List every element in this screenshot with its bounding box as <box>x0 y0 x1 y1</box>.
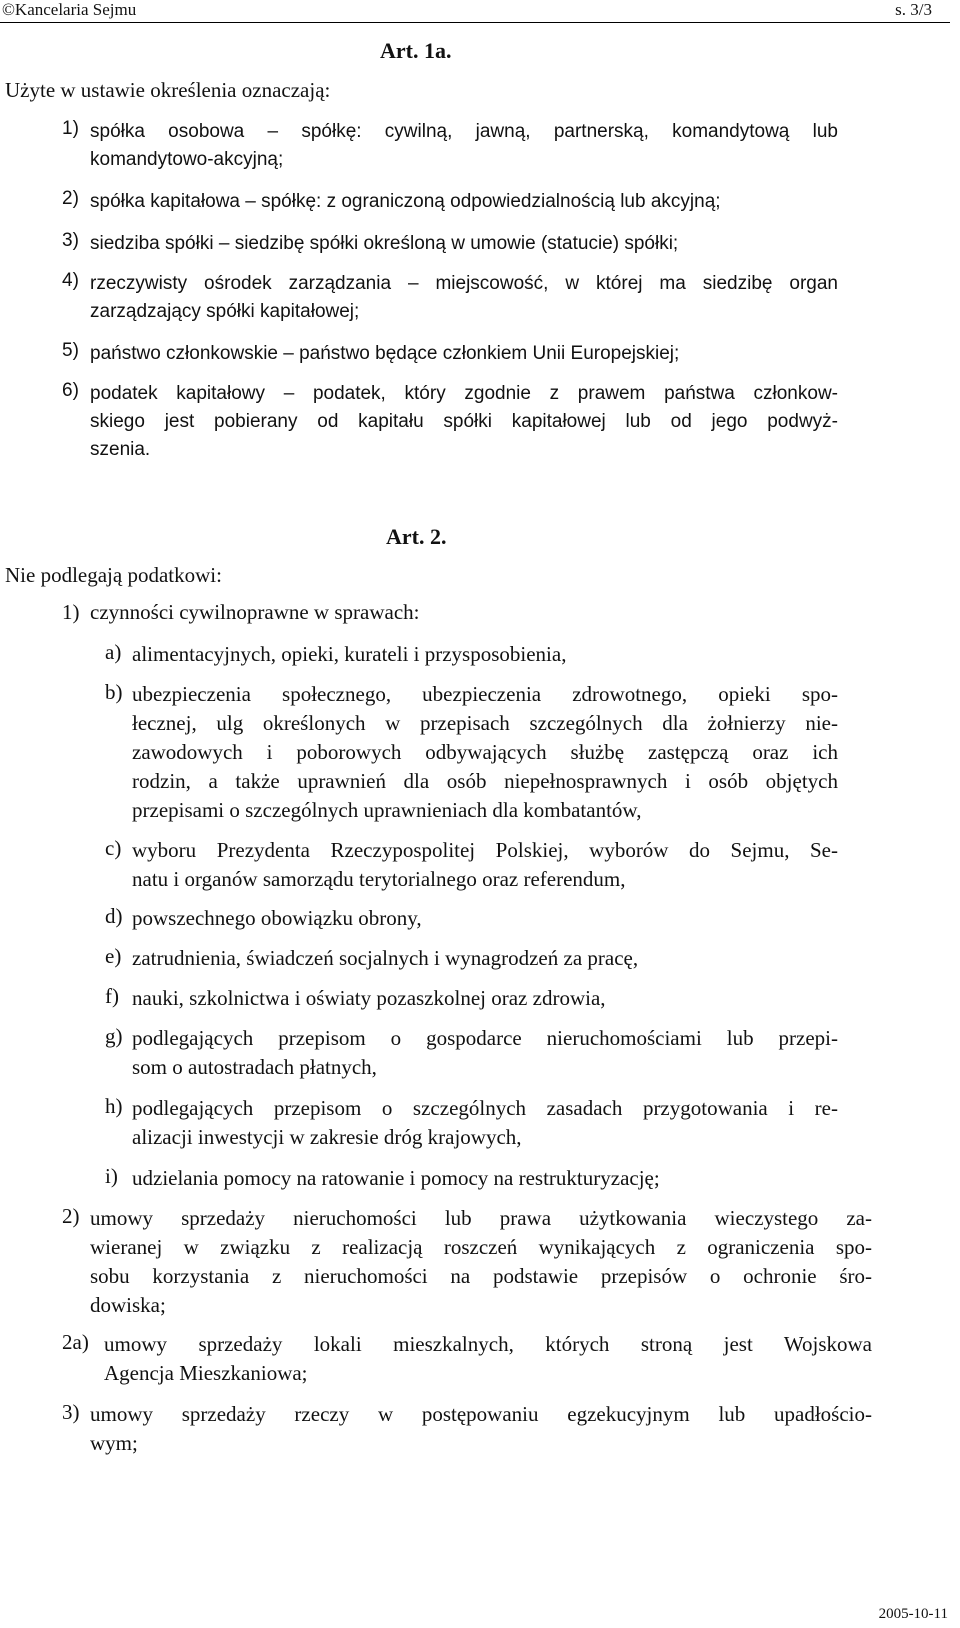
text-line: komandytowo-akcyjną; <box>90 149 284 170</box>
item-text <box>132 1024 838 1082</box>
article-2-intro: Nie podlegają podatkowi: <box>5 563 222 587</box>
item-text <box>90 1204 872 1320</box>
definition-item <box>62 188 838 216</box>
text-line: rodzin, a także uprawnień dla osób niepełnosprawnych i osób objętych <box>132 769 838 793</box>
text-line: wieranej w związku z realizacją roszczeń wynikających z ograniczenia spo- <box>90 1235 872 1259</box>
item-number: 5) <box>62 340 79 361</box>
text-line: umowy sprzedaży rzeczy w postępowaniu egzekucyjnym lub upadłościo- <box>90 1402 872 1426</box>
definition-item <box>62 380 838 464</box>
item-number: f) <box>105 984 119 1008</box>
text-line: zawodowych i poborowych odbywających służbę zastępczą oraz ich <box>132 740 838 764</box>
item-text <box>132 904 838 933</box>
subitem-a <box>105 640 838 669</box>
subitem-f <box>105 984 838 1013</box>
footer-date: 2005-10-11 <box>878 1606 948 1622</box>
definition-item <box>62 118 838 174</box>
item-number: 2) <box>62 188 79 209</box>
text-line: Agencja Mieszkaniowa; <box>104 1361 308 1385</box>
item-text <box>132 984 838 1013</box>
item-number: 2a) <box>62 1330 89 1354</box>
header-rule <box>0 22 950 23</box>
text-line: podlegających przepisom o gospodarce nieruchomościami lub przepi- <box>132 1026 838 1050</box>
text-line: umowy sprzedaży nieruchomości lub prawa użytkowania wieczystego za- <box>90 1206 872 1230</box>
article-2-item <box>62 1204 872 1320</box>
item-number: 1) <box>62 118 79 139</box>
article-2-item-1 <box>62 600 419 625</box>
definition-item <box>62 230 838 258</box>
item-text <box>132 1164 838 1193</box>
item-text: czynności cywilnoprawne w sprawach: <box>90 600 420 624</box>
text-line: udzielania pomocy na ratowanie i pomocy na restrukturyzację; <box>132 1166 660 1190</box>
item-number: e) <box>105 944 122 968</box>
item-text <box>132 1094 838 1152</box>
item-text <box>132 640 838 669</box>
item-number: 3) <box>62 230 79 251</box>
item-text <box>132 836 838 894</box>
text-line: ubezpieczenia społecznego, ubezpieczenia zdrowotnego, opieki spo- <box>132 682 838 706</box>
text-line: umowy sprzedaży lokali mieszkalnych, których stroną jest Wojskowa <box>104 1332 872 1356</box>
text-line: alimentacyjnych, opieki, kurateli i przysposobienia, <box>132 642 567 666</box>
item-number: 1) <box>62 600 80 624</box>
item-number: b) <box>105 680 123 704</box>
text-line: natu i organów samorządu terytorialnego oraz referendum, <box>132 867 626 891</box>
item-text <box>90 118 838 174</box>
item-number: 6) <box>62 380 79 401</box>
item-text <box>132 680 838 825</box>
item-number: h) <box>105 1094 123 1118</box>
text-line: spółka kapitałowa – spółkę: z ograniczoną odpowiedzialnością lub akcyjną; <box>90 191 721 212</box>
subitem-g <box>105 1024 838 1082</box>
definition-item <box>62 270 838 326</box>
article-2-title: Art. 2. <box>386 524 447 549</box>
text-line: siedziba spółki – siedzibę spółki określoną w umowie (statucie) spółki; <box>90 233 679 254</box>
item-number: g) <box>105 1024 123 1048</box>
text-line: wyboru Prezydenta Rzeczypospolitej Polskiej, wyborów do Sejmu, Se- <box>132 838 838 862</box>
item-text <box>90 380 838 464</box>
text-line: nauki, szkolnictwa i oświaty pozaszkolnej oraz zdrowia, <box>132 986 606 1010</box>
article-2-item <box>62 1400 872 1458</box>
item-text <box>90 270 838 326</box>
item-text <box>104 1330 872 1388</box>
text-line: skiego jest pobierany od kapitału spółki kapitałowej lub od jego podwyż- <box>90 411 838 432</box>
text-line: podatek kapitałowy – podatek, który zgodnie z prawem państwa członkow- <box>90 383 838 404</box>
text-line: łecznej, ulg określonych w przepisach szczególnych dla żołnierzy nie- <box>132 711 838 735</box>
item-text <box>90 1400 872 1458</box>
subitem-c <box>105 836 838 894</box>
header-copyright: ©Kancelaria Sejmu <box>2 0 137 19</box>
text-line: alizacji inwestycji w zakresie dróg krajowych, <box>132 1125 522 1149</box>
text-line: zarządzający spółki kapitałowej; <box>90 301 360 322</box>
item-text <box>90 340 838 368</box>
text-line: podlegających przepisom o szczególnych zasadach przygotowania i re- <box>132 1096 838 1120</box>
item-number: 2) <box>62 1204 80 1228</box>
item-number: i) <box>105 1164 118 1188</box>
item-text <box>90 188 838 216</box>
subitem-h <box>105 1094 838 1152</box>
text-line: powszechnego obowiązku obrony, <box>132 906 422 930</box>
article-2-item <box>62 1330 872 1388</box>
subitem-e <box>105 944 838 973</box>
text-line: som o autostradach płatnych, <box>132 1055 377 1079</box>
article-1a-title: Art. 1a. <box>380 38 452 63</box>
subitem-i <box>105 1164 838 1193</box>
text-line: przepisami o szczególnych uprawnieniach dla kombatantów, <box>132 798 642 822</box>
text-line: dowiska; <box>90 1293 166 1317</box>
text-line: spółka osobowa – spółkę: cywilną, jawną, partnerską, komandytową lub <box>90 121 838 142</box>
subitem-b <box>105 680 838 825</box>
text-line: państwo członkowskie – państwo będące członkiem Unii Europejskiej; <box>90 343 680 364</box>
text-line: zatrudnienia, świadczeń socjalnych i wynagrodzeń za pracę, <box>132 946 639 970</box>
item-number: 3) <box>62 1400 80 1424</box>
definition-item <box>62 340 838 368</box>
article-1a-intro: Użyte w ustawie określenia oznaczają: <box>5 78 331 102</box>
text-line: wym; <box>90 1431 138 1455</box>
item-number: 4) <box>62 270 79 291</box>
text-line: rzeczywisty ośrodek zarządzania – miejscowość, w której ma siedzibę organ <box>90 273 838 294</box>
text-line: szenia. <box>90 439 151 460</box>
item-number: a) <box>105 640 122 664</box>
subitem-d <box>105 904 838 933</box>
item-number: d) <box>105 904 123 928</box>
item-number: c) <box>105 836 122 860</box>
text-line: sobu korzystania z nieruchomości na podstawie przepisów o ochronie śro- <box>90 1264 872 1288</box>
item-text <box>90 230 838 258</box>
item-text <box>132 944 838 973</box>
header-page-number: s. 3/3 <box>895 0 932 19</box>
